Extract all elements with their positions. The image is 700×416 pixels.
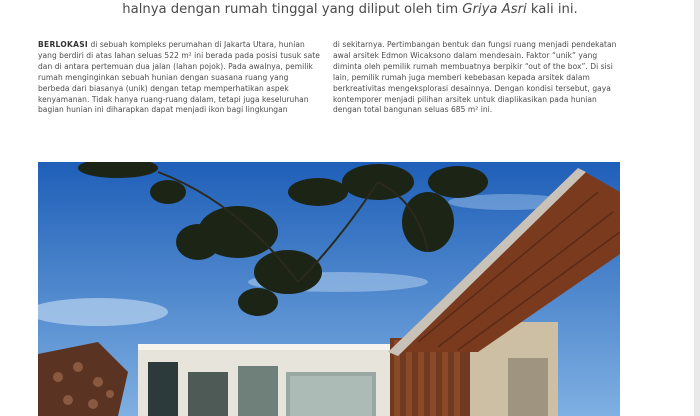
lead-text-prefix: halnya dengan rumah tinggal yang diliput oleh tim (122, 2, 463, 17)
house-illustration (38, 162, 620, 416)
lead-sentence (0, 2, 700, 24)
lead-text-suffix: kali ini. (526, 2, 578, 17)
magazine-name: Griya Asri (462, 2, 527, 17)
page-edge (694, 0, 700, 416)
article-text-left: di sebuah kompleks perumahan di Jakarta Utara, hunian yang berdiri di atas lahan seluas 522 m² ini berada pada posisi tusuk sate dan di antara pertemuan dua jalan (lahan pojok). Pada awalnya, pemilik rumah menginginkan sebuah hunian dengan suasana ruang yang berbeda dari biasanya (unik) dengan tetap memperhatikan aspek kenyamanan. Tidak hanya ruang-ruang dalam, tetapi juga keseluruhan bagian hunian ini diharapkan dapat menjadi ikon bagi lingkungan (38, 40, 320, 115)
article-text-right: di sekitarnya. Pertimbangan bentuk dan fungsi ruang menjadi pendekatan awal arsitek Edmon Wicaksono dalam mendesain. Faktor “unik” yang diminta oleh pemilik rumah membuatnya berpikir “out of the box”. Di sisi lain, pemilik rumah juga memberi kebebasan kepada arsitek dalam berkreativitas mengeksplorasi desainnya. Dengan kondisi tersebut, gaya kontemporer menjadi pilihan arsitek untuk diaplikasikan pada hunian dengan total bangunan seluas 685 m² ini. (333, 40, 617, 115)
house-photo (38, 162, 620, 416)
article-column-right (333, 40, 619, 116)
article-lead-in: BERLOKASI (38, 40, 89, 49)
article-column-left (38, 40, 322, 116)
